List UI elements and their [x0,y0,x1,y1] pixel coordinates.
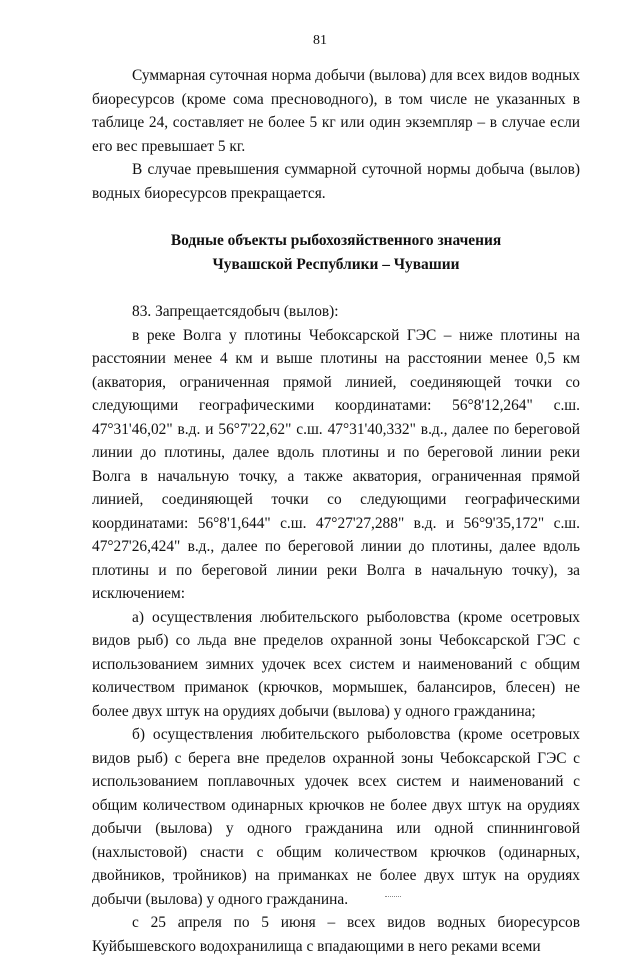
section-heading [92,229,580,276]
paragraph-exception-b: б) осуществления любительского рыболовства (кроме осетровых видов рыб) с берега вне пределов охранной зоны Чебоксарской ГЭС с использованием поплавочных удочек всех систем и наименований с общим количеством одинарных крючков не более двух штук на орудиях добычи (вылова) у одного гражданина или одной спиннинговой (нахлыстовой) снасти с общим количеством крючков (одинарных, двойников, тройников) на приманках не более двух штук на орудиях добычи (вылова) у одного гражданина. [92,726,580,908]
paragraph-83-title: 83. Запрещаетсядобыч (вылов): [132,303,339,320]
paragraph-exceeding-norm: В случае превышения суммарной суточной нормы добыча (вылов) водных биоресурсов прекращается. [92,161,580,202]
paragraph-volga-dam: в реке Волга у плотины Чебоксарской ГЭС – ниже плотины на расстоянии менее 4 км и выше плотины на расстоянии менее 0,5 км (акватория, ограниченная прямой линией, соединяющей точки со следующими географическими координатами: 56°8'12,264" с.ш. 47°31'46,02" в.д. и 56°7'22,62" с.ш. 47°31'40,332" в.д., далее по береговой линии до плотины, далее вдоль плотины и по береговой линии реки Волга в начальную точку, а также акватория, ограниченная прямой линией, соединяющей точки со следующими географическими координатами: 56°8'1,644" с.ш. 47°27'27,288" в.д. и 56°9'35,172" с.ш. 47°27'26,424" в.д., далее по береговой линии до плотины, далее вдоль плотины и по береговой линии реки Волга в начальную точку), за исключением: [92,326,580,602]
paragraph-kuibyshev: с 25 апреля по 5 июня – всех видов водных биоресурсов Куйбышевского водохранилища с впадающими в него реками всеми [92,914,580,955]
paragraph-exception-a: а) осуществления любительского рыболовства (кроме осетровых видов рыб) со льда вне пределов охранной зоны Чебоксарской ГЭС с использованием зимних удочек всех систем и наименований с общим количеством приманок (крючков, мормышек, балансиров, блесен) не более двух штук на орудиях добычи (вылова) у одного гражданина; [92,608,580,720]
section-heading-line-1: Водные объекты рыбохозяйственного значения [170,232,502,249]
document-body [92,64,580,958]
section-heading-line-2: Чувашской Республики – Чувашии [212,255,460,273]
page-number: 81 [313,33,327,48]
scan-artifact-mark [385,896,401,898]
paragraph-daily-norm: Суммарная суточная норма добычи (вылова) для всех видов водных биоресурсов (кроме сома пресноводного), в том числе не указанных в таблице 24, составляет не более 5 кг или один экземпляр – в случае если его вес превышает 5 кг. [92,67,580,155]
